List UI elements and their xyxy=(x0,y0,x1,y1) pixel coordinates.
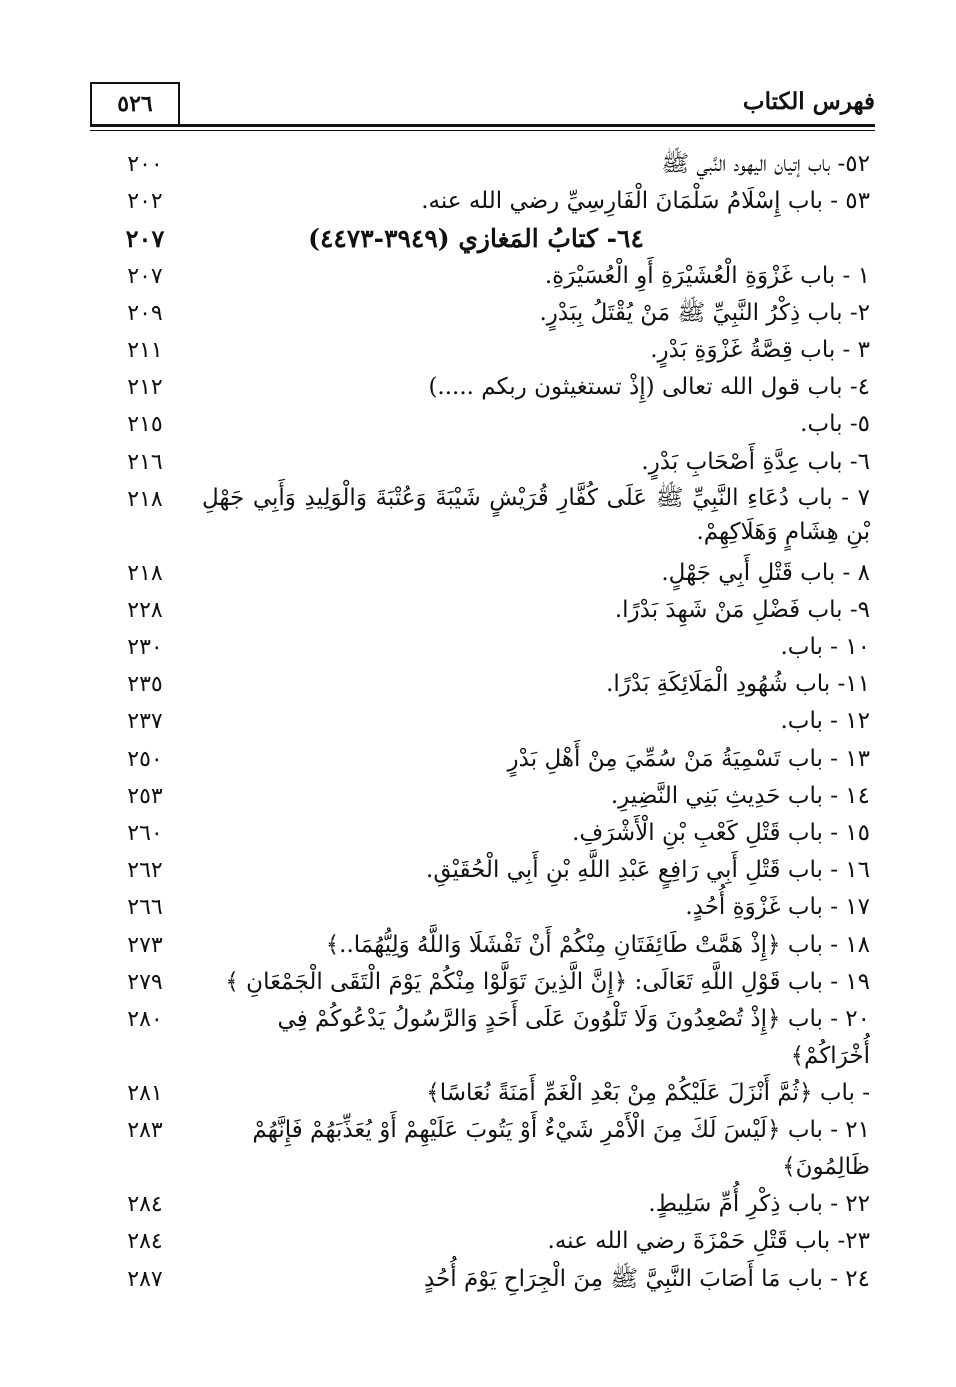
toc-title: ٨ - باب قَتْلِ أَبِي جَهْلٍ. xyxy=(661,559,870,586)
toc-page-number: ٢٣٧ xyxy=(127,709,163,735)
toc-title: ٥٢- باب إتيان اليهود النَّبي ﷺ xyxy=(661,151,870,177)
toc-title: ١ - باب غَزْوَةِ الْعُشَيْرَةِ أَوِ الْعُسَيْرَةِ. xyxy=(544,262,870,289)
toc-title: ٦- باب عِدَّةِ أَصْحَابِ بَدْرٍ. xyxy=(641,448,870,475)
toc-page-number: ٢١٨ xyxy=(127,486,163,512)
toc-entry xyxy=(100,666,870,703)
toc-entry xyxy=(100,1001,870,1075)
toc-title: ٣ - باب قِصَّةُ غَزْوَةِ بَدْرٍ. xyxy=(650,336,870,363)
toc-title: ٥٣ - باب إِسْلَامُ سَلْمَانَ الْفَارِسِيِّ رضي الله عنه. xyxy=(421,188,870,215)
toc-entry xyxy=(100,927,870,964)
toc-entry xyxy=(100,481,870,555)
toc-page-number: ٢٠٢ xyxy=(127,189,163,215)
toc-title: ١٧ - باب غَزْوَةِ أُحُدٍ. xyxy=(685,894,870,921)
toc-title: ٤- باب قول الله تعالى (إِذْ تستغيثون ربكم .....) xyxy=(428,374,870,401)
toc-page-number: ٢٠٠ xyxy=(127,152,163,177)
toc-entry xyxy=(100,592,870,629)
toc-title: ١٥ - باب قَتْلِ كَعْبِ بْنِ الْأَشْرَفِ. xyxy=(572,820,870,846)
toc-page-number: ٢٨٤ xyxy=(127,1192,163,1218)
toc-entry xyxy=(100,332,870,369)
toc-title: ١٣ - باب تَسْمِيَةُ مَنْ سُمِّيَ مِنْ أَهْلِ بَدْرٍ xyxy=(507,745,870,772)
toc-title: ٢٠ - باب ﴿إِذْ تُصْعِدُونَ وَلَا تَلْوُونَ عَلَى أَحَدٍ وَالرَّسُولُ يَدْعُوكُمْ فِي أُخْرَاكُمْ﴾ xyxy=(277,1005,870,1069)
toc-title: ٦٤- كتابُ المَغازي (٣٩٤٩-٤٤٧٣) xyxy=(308,224,644,254)
toc-entry xyxy=(100,258,870,295)
toc-title: ١٨ - باب ﴿إِذْ هَمَّتْ طَائِفَتَانِ مِنْكُمْ أَنْ تَفْشَلَا وَاللَّهُ وَلِيُّهُمَا..﴾ xyxy=(325,931,870,958)
toc-page-number: ٢٨٧ xyxy=(127,1266,163,1292)
toc-entry xyxy=(100,183,870,220)
toc-title: ١٢ - باب. xyxy=(780,708,870,735)
toc-entry xyxy=(100,629,870,666)
toc-page-number: ٢٣٠ xyxy=(127,635,163,661)
toc-entry xyxy=(100,444,870,481)
toc-entry xyxy=(100,1261,870,1298)
toc-title: ١٦ - باب قَتْلِ أَبِي رَافِعٍ عَبْدِ اللَّهِ بْنِ أَبِي الْحُقَيْقِ. xyxy=(426,857,870,884)
header-rule-thin xyxy=(90,130,875,131)
toc-entry xyxy=(100,555,870,592)
toc-page-number: ٢١١ xyxy=(127,337,163,363)
toc-page-number: ٢٠٧ xyxy=(127,263,163,289)
toc-entry xyxy=(100,778,870,815)
toc-entry xyxy=(100,964,870,1001)
toc-page-number: ٢٧٣ xyxy=(127,932,163,958)
toc-title: ٩- باب فَضْلِ مَنْ شَهِدَ بَدْرًا. xyxy=(614,596,870,623)
toc-title: ٥- باب. xyxy=(800,411,870,438)
toc-entry xyxy=(100,1186,870,1223)
toc-title: - باب ﴿ثُمَّ أَنْزَلَ عَلَيْكُمْ مِنْ بَعْدِ الْغَمِّ أَمَنَةً نُعَاسًا﴾ xyxy=(426,1079,870,1106)
toc-entry xyxy=(100,146,870,183)
toc-title: ١١- باب شُهُودِ الْمَلَائِكَةِ بَدْرًا. xyxy=(606,671,870,698)
toc-page-number: ٢٦٦ xyxy=(127,895,163,921)
toc-entry xyxy=(100,703,870,740)
toc-page-number: ٢٢٨ xyxy=(127,597,163,623)
toc-page-number: ٢٨١ xyxy=(127,1080,163,1106)
toc-page-number: ٢٧٩ xyxy=(127,969,163,995)
toc-entry xyxy=(100,406,870,443)
toc-page-number: ٢٠٩ xyxy=(127,300,163,326)
toc-title: ٢- باب ذِكْرُ النَّبِيِّ ﷺ مَنْ يُقْتَلُ بِبَدْرٍ. xyxy=(539,299,870,326)
page-header xyxy=(90,82,875,128)
toc-title: ٢٤ - باب مَا أَصَابَ النَّبِيَّ ﷺ مِنَ الْجِرَاحِ يَوْمَ أُحُدٍ xyxy=(423,1265,870,1292)
running-title: فهرس الكتاب xyxy=(742,88,875,115)
toc-list xyxy=(100,146,870,1298)
page-number: ٥٢٦ xyxy=(117,91,153,117)
toc-entry xyxy=(100,741,870,778)
page-number-box xyxy=(90,82,180,124)
toc-page-number: ٢٨٤ xyxy=(127,1229,163,1255)
toc-page-number: ٢٨٠ xyxy=(127,1006,163,1032)
toc-title: ١٠ - باب. xyxy=(780,634,870,661)
toc-page-number: ٢٠٧ xyxy=(125,224,165,254)
toc-page-number: ٢٦٢ xyxy=(127,858,163,884)
toc-page-number: ٢١٥ xyxy=(127,412,163,438)
toc-entry xyxy=(100,852,870,889)
toc-entry xyxy=(100,295,870,332)
toc-entry xyxy=(100,889,870,926)
toc-page-number: ٢٣٥ xyxy=(127,672,163,698)
toc-title: ١٩ - باب قَوْلِ اللَّهِ تَعَالَى: ﴿إِنَّ الَّذِينَ تَوَلَّوْا مِنْكُمْ يَوْمَ الْتَقَى الْجَمْعَانِ ﴾ xyxy=(225,968,870,995)
toc-title: ١٤ - باب حَدِيثِ بَنِي النَّضِيرِ. xyxy=(610,782,870,809)
toc-page-number: ٢٨٣ xyxy=(127,1118,163,1144)
toc-page-number: ٢١٦ xyxy=(127,449,163,475)
toc-page-number: ٢٦٠ xyxy=(127,821,163,846)
toc-entry xyxy=(100,369,870,406)
toc-page-number: ٢١٢ xyxy=(127,375,163,401)
toc-title: ٧ - باب دُعَاءِ النَّبِيِّ ﷺ عَلَى كُفَّارِ قُرَيْشٍ شَيْبَةَ وَعُتْبَةَ وَالْوَلِيدِ وَأَبِي جَهْلِ بْنِ هِشَامٍ وَهَلَاكِهِمْ. xyxy=(202,484,870,545)
toc-page-number: ٢٥٣ xyxy=(127,783,163,809)
toc-page-number: ٢٥٠ xyxy=(127,746,163,772)
toc-title: ٢١ - باب ﴿لَيْسَ لَكَ مِنَ الْأَمْرِ شَيْءٌ أَوْ يَتُوبَ عَلَيْهِمْ أَوْ يُعَذِّبَهُمْ فَإِنَّهُمْ ظَالِمُونَ﴾ xyxy=(252,1117,870,1181)
toc-entry xyxy=(100,1223,870,1260)
toc-entry xyxy=(100,1112,870,1186)
toc-page-number: ٢١٨ xyxy=(127,560,163,586)
toc-chapter-heading xyxy=(100,220,870,257)
toc-entry xyxy=(100,815,870,852)
toc-title: ٢٢ - باب ذِكْرِ أُمِّ سَلِيطٍ. xyxy=(648,1191,870,1218)
header-rule-thick xyxy=(90,124,875,127)
toc-title: ٢٣- باب قَتْلِ حَمْزَةَ رضي الله عنه. xyxy=(547,1228,870,1255)
toc-entry xyxy=(100,1075,870,1112)
